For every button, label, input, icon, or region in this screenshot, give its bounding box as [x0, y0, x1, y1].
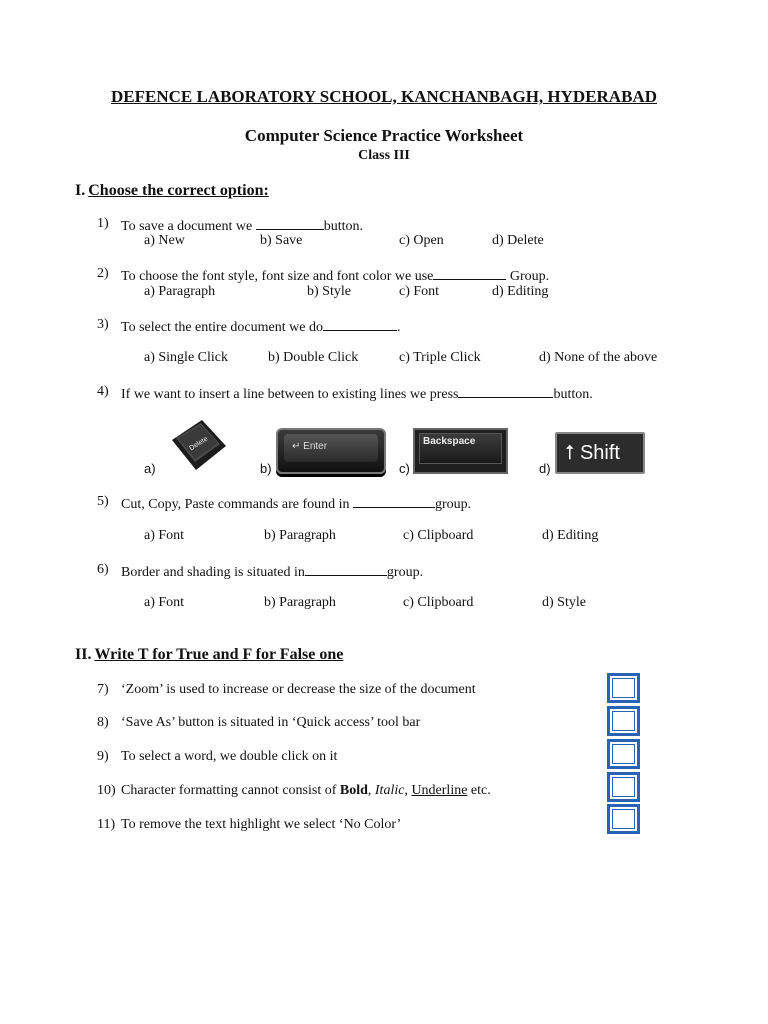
shift-key-label: ⭡ Shift [565, 442, 620, 464]
true-false-checkbox[interactable] [607, 673, 640, 703]
question-number: 3) [97, 317, 109, 332]
option-a[interactable]: a) Font [144, 528, 185, 543]
section-1-title: Choose the correct option: [88, 182, 269, 199]
option-d[interactable]: d) Editing [542, 528, 599, 543]
backspace-key-label: Backspace [423, 436, 476, 447]
answer-blank[interactable] [433, 266, 506, 280]
statement-number: 10) [97, 783, 116, 798]
answer-blank[interactable] [305, 562, 387, 576]
question-number: 4) [97, 384, 109, 399]
option-b[interactable]: b) Double Click [268, 350, 359, 365]
option-d[interactable]: d) [539, 461, 551, 476]
option-c[interactable]: c) Clipboard [403, 595, 474, 610]
option-a[interactable]: a) Single Click [144, 350, 228, 365]
italic-word: Italic [374, 783, 405, 798]
underline-word: Underline [411, 783, 468, 798]
option-c[interactable]: c) Font [399, 284, 440, 299]
option-b[interactable]: b) Paragraph [264, 595, 336, 610]
statement-text: ‘Save As’ button is situated in ‘Quick access’ tool bar [121, 715, 421, 730]
bold-word: Bold [339, 783, 368, 798]
statement-number: 11) [97, 817, 116, 832]
question-text: To select the entire document we do . [121, 317, 400, 336]
section-1-roman: I. [75, 182, 86, 199]
statement-text: ‘Zoom’ is used to increase or decrease the size of the document [121, 682, 476, 697]
question-text: Border and shading is situated in group. [121, 562, 423, 581]
true-false-checkbox[interactable] [607, 739, 640, 769]
option-a[interactable]: a) Font [144, 595, 185, 610]
section-2-title: Write T for True and F for False one [94, 646, 344, 663]
true-false-checkbox[interactable] [607, 706, 640, 736]
question-number: 2) [97, 266, 109, 281]
option-c[interactable]: c) Clipboard [403, 528, 474, 543]
option-b[interactable]: b) Save [260, 233, 303, 248]
backspace-key-icon[interactable] [413, 428, 508, 474]
option-d[interactable]: d) None of the above [539, 350, 658, 365]
enter-key-label: ↵ Enter [292, 441, 328, 452]
statement-text: To select a word, we double click on it [121, 749, 338, 764]
option-c[interactable]: c) Triple Click [399, 350, 481, 365]
answer-blank[interactable] [458, 384, 553, 398]
option-a[interactable]: a) New [144, 233, 185, 248]
statement-number: 7) [97, 682, 109, 697]
option-b[interactable]: b) Paragraph [264, 528, 336, 543]
option-c[interactable]: c) [399, 461, 410, 476]
worksheet-title: Computer Science Practice Worksheet [244, 126, 524, 145]
option-b[interactable]: b) [260, 461, 272, 476]
question-number: 5) [97, 494, 109, 509]
statement-number: 8) [97, 715, 109, 730]
option-d[interactable]: d) Style [542, 595, 586, 610]
question-number: 1) [97, 216, 109, 231]
statement-text: To remove the text highlight we select ‘No Color’ [121, 817, 402, 832]
question-text: If we want to insert a line between to existing lines we press button. [121, 384, 593, 403]
option-a[interactable]: a) Paragraph [144, 284, 216, 299]
question-number: 6) [97, 562, 109, 577]
question-text: To choose the font style, font size and font color we use Group. [121, 266, 549, 285]
delete-key-label: Delete [188, 435, 210, 453]
shift-key-icon[interactable] [555, 432, 645, 474]
true-false-checkbox[interactable] [607, 804, 640, 834]
answer-blank[interactable] [323, 317, 397, 331]
option-c[interactable]: c) Open [399, 233, 444, 248]
true-false-checkbox[interactable] [607, 772, 640, 802]
option-b[interactable]: b) Style [307, 284, 351, 299]
class-label: Class III [358, 148, 410, 163]
enter-key-icon[interactable] [276, 428, 386, 474]
section-2-roman: II. [75, 646, 92, 663]
section-2-heading [75, 646, 343, 664]
option-a[interactable]: a) [144, 461, 156, 476]
section-1-heading [75, 182, 269, 200]
option-d[interactable]: d) Delete [492, 233, 544, 248]
question-text: Cut, Copy, Paste commands are found in group. [121, 494, 471, 513]
answer-blank[interactable] [353, 494, 435, 508]
statement-text: Character formatting cannot consist of Bold, Italic, Underline etc. [121, 783, 491, 798]
delete-key-icon[interactable] [168, 418, 228, 474]
answer-blank[interactable] [256, 216, 324, 230]
statement-number: 9) [97, 749, 109, 764]
school-name: DEFENCE LABORATORY SCHOOL, KANCHANBAGH, HYDERABAD [111, 87, 657, 106]
question-text: To save a document we button. [121, 216, 363, 235]
option-d[interactable]: d) Editing [492, 284, 549, 299]
